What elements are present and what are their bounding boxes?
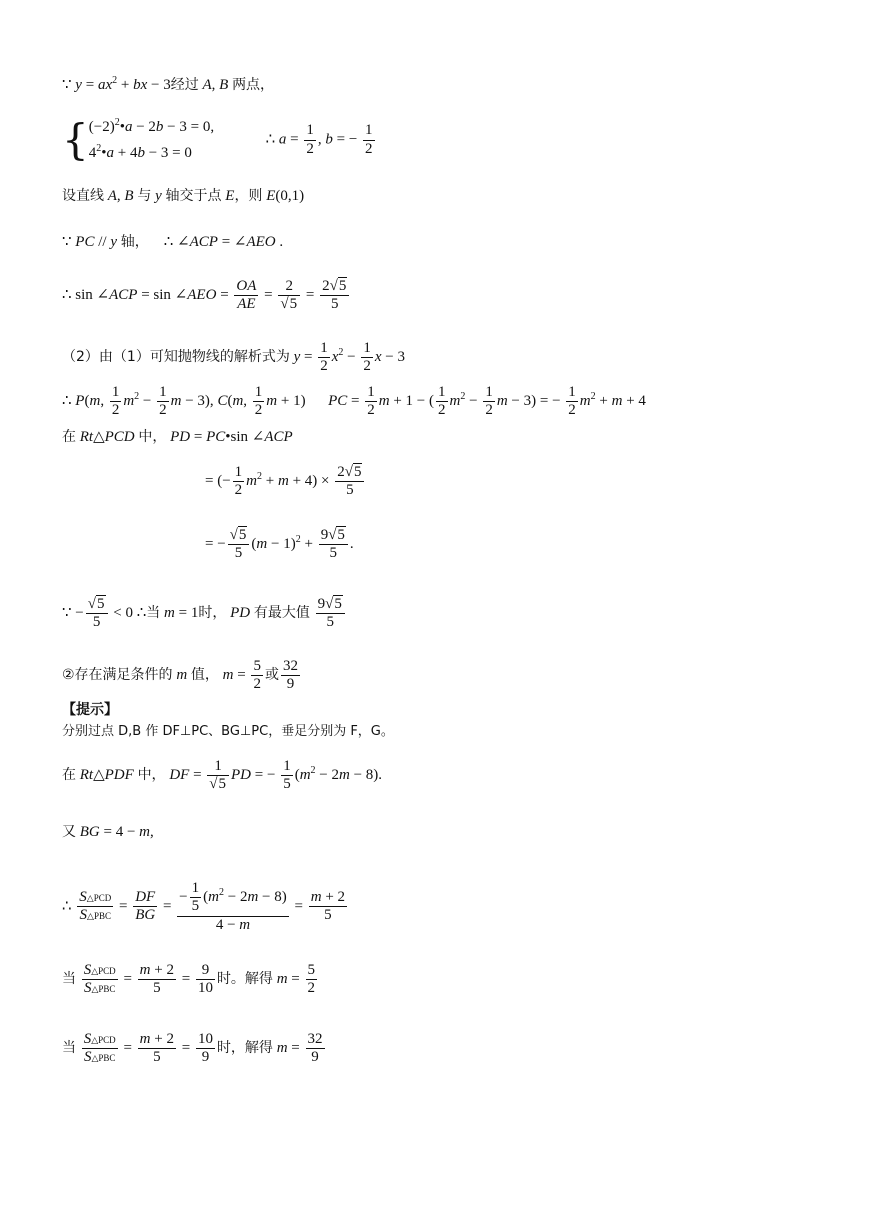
line-pd-step1: = (− $\frac{1}{2}$ $m^2 + m + 4$) × $\frac{2√5}{5}$ [205,464,366,500]
hint-heading: 【提示】 [62,702,118,718]
line-sin-acp: ∴ sin ∠ACP = sin ∠AEO = $\frac{OA}{AE}$ = $\frac{2}{√5}$ = $\frac{2√5}{5}$ [62,278,351,314]
line-pc-parallel: ∵ PC // y 轴， ∴ ∠ACP = ∠AEO . [62,234,284,250]
line-rt-pcd: 在 Rt△PCD 中， PD = PC•sin ∠ACP [62,429,293,445]
line-max-value: ∵ − $\frac{√5}{5}$ < 0 ∴当 m = 1时， PD 有最大值 $\frac{9√5}{5}$ [62,596,347,632]
line-part2-parabola: （2）由（1）可知抛物线的解析式为 y = $\frac{1}{2}$ $x^2$ − $\frac{1}{2}$ x − 3 [62,340,405,375]
line-case-9-10: 当 $\frac{\text{S△PCD}}{\text{S△PBC}}$ = $\frac{m + 2}{5}$ = $\frac{9}{10}$ 时。解得 m = $\frac{5}{2}$ [62,962,315,997]
line-area-ratio: ∴ $\frac{\text{S△PCD}}{\text{S△PBC}}$ = $\frac{DF}{BG}$ = − $\frac{1}{5}$ $(m^2 - 2m - 8)$ 4 − m = $\frac{m + 2}{5}$ [62,880,346,933]
hint-text: 分别过点 D,B 作 DF⊥PC、BG⊥PC，垂足分别为 F，G。 [62,724,394,739]
equation-system: { $(-2)^2•a - 2b - 3 = 0$, $4^2•a + 4b - 3 = 0$ ∴ a = $\frac{1}{2}$ , b = − $\frac{1}{2}$ [62,115,373,164]
line-case-10-9: 当 $\frac{\text{S△PCD}}{\text{S△PBC}}$ = $\frac{m + 2}{5}$ = $\frac{10}{9}$ 时，解得 m = $\frac{32}{9}$ [62,1031,323,1066]
line-pd-step2: = − $\frac{√5}{5}$ $(m - 1)^2$ + $\frac{9√5}{5}$ . [205,527,354,562]
line-points-p-c: ∴ P(m, $\frac{1}{2}$ $m^2$ − $\frac{1}{2}$ m − 3), C(m, $\frac{1}{2}$ m + 1) PC = $\frac{1}{2}$ m + 1 − ( $\frac{1}{2}$ $m^2$ − $\frac{1}{2}$ m − 3) = − $\frac{1}{2}$ $m^2 + m + 4$ [62,384,646,419]
line-rt-pdf: 在 Rt△PDF 中， DF = $\frac{1}{√5}$ PD = − $\frac{1}{5}$ $(m^2 - 2m - 8)$. [62,758,383,793]
line-point-e: 设直线 A, B 与 y 轴交于点 E，则 E(0,1) [62,188,305,204]
line-parabola-passes: ∵ $y = ax^2$ + bx − 3经过 A, B 两点， [62,75,275,93]
line-bg: 又 BG = 4 − m, [62,824,154,840]
line-exists-m: ②存在满足条件的 m 值， m = $\frac{5}{2}$ 或 $\frac{32}{9}$ [62,658,298,693]
